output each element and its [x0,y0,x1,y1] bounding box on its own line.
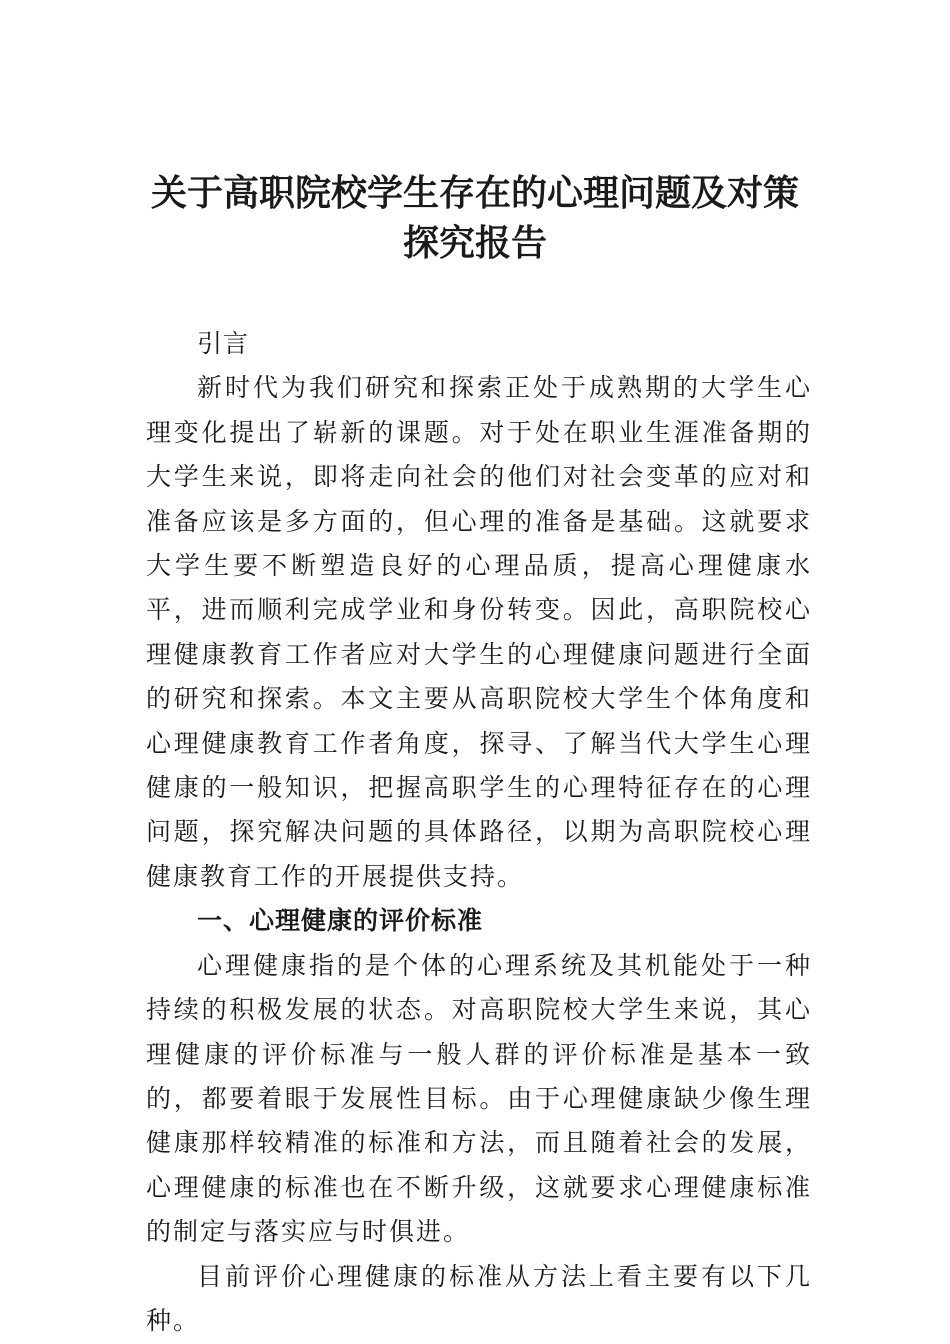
section-1-paragraph-1: 心理健康指的是个体的心理系统及其机能处于一种持续的积极发展的状态。对高职院校大学生来说，其心理健康的评价标准与一般人群的评价标准是基本一致的，都要着眼于发展性目标。由于心理健康缺少像生理健康那样较精准的标准和方法，而且随着社会的发展，心理健康的标准也在不断升级，这就要求心理健康标准的制定与落实应与时俱进。 [146,950,812,1247]
section-1-paragraph-2: 目前评价心理健康的标准从方法上看主要有以下几种。 [146,1261,812,1335]
document-title-line-1: 关于高职院校学生存在的心理问题及对策 [150,172,799,214]
section-1-heading: 一、心理健康的评价标准 [197,906,484,936]
document-body [146,322,812,1343]
document-title-line-2: 探究报告 [402,222,547,264]
intro-paragraph: 新时代为我们研究和探索正处于成熟期的大学生心理变化提出了崭新的课题。对于处在职业生涯准备期的大学生来说，即将走向社会的他们对社会变革的应对和准备应该是多方面的，但心理的准备是基础。这就要求大学生要不断塑造良好的心理品质，提高心理健康水平，进而顺利完成学业和身份转变。因此，高职院校心理健康教育工作者应对大学生的心理健康问题进行全面的研究和探索。本文主要从高职院校大学生个体角度和心理健康教育工作者角度，探寻、了解当代大学生心理健康的一般知识，把握高职学生的心理特征存在的心理问题，探究解决问题的具体路径，以期为高职院校心理健康教育工作的开展提供支持。 [146,373,812,891]
intro-heading: 引言 [197,329,250,358]
